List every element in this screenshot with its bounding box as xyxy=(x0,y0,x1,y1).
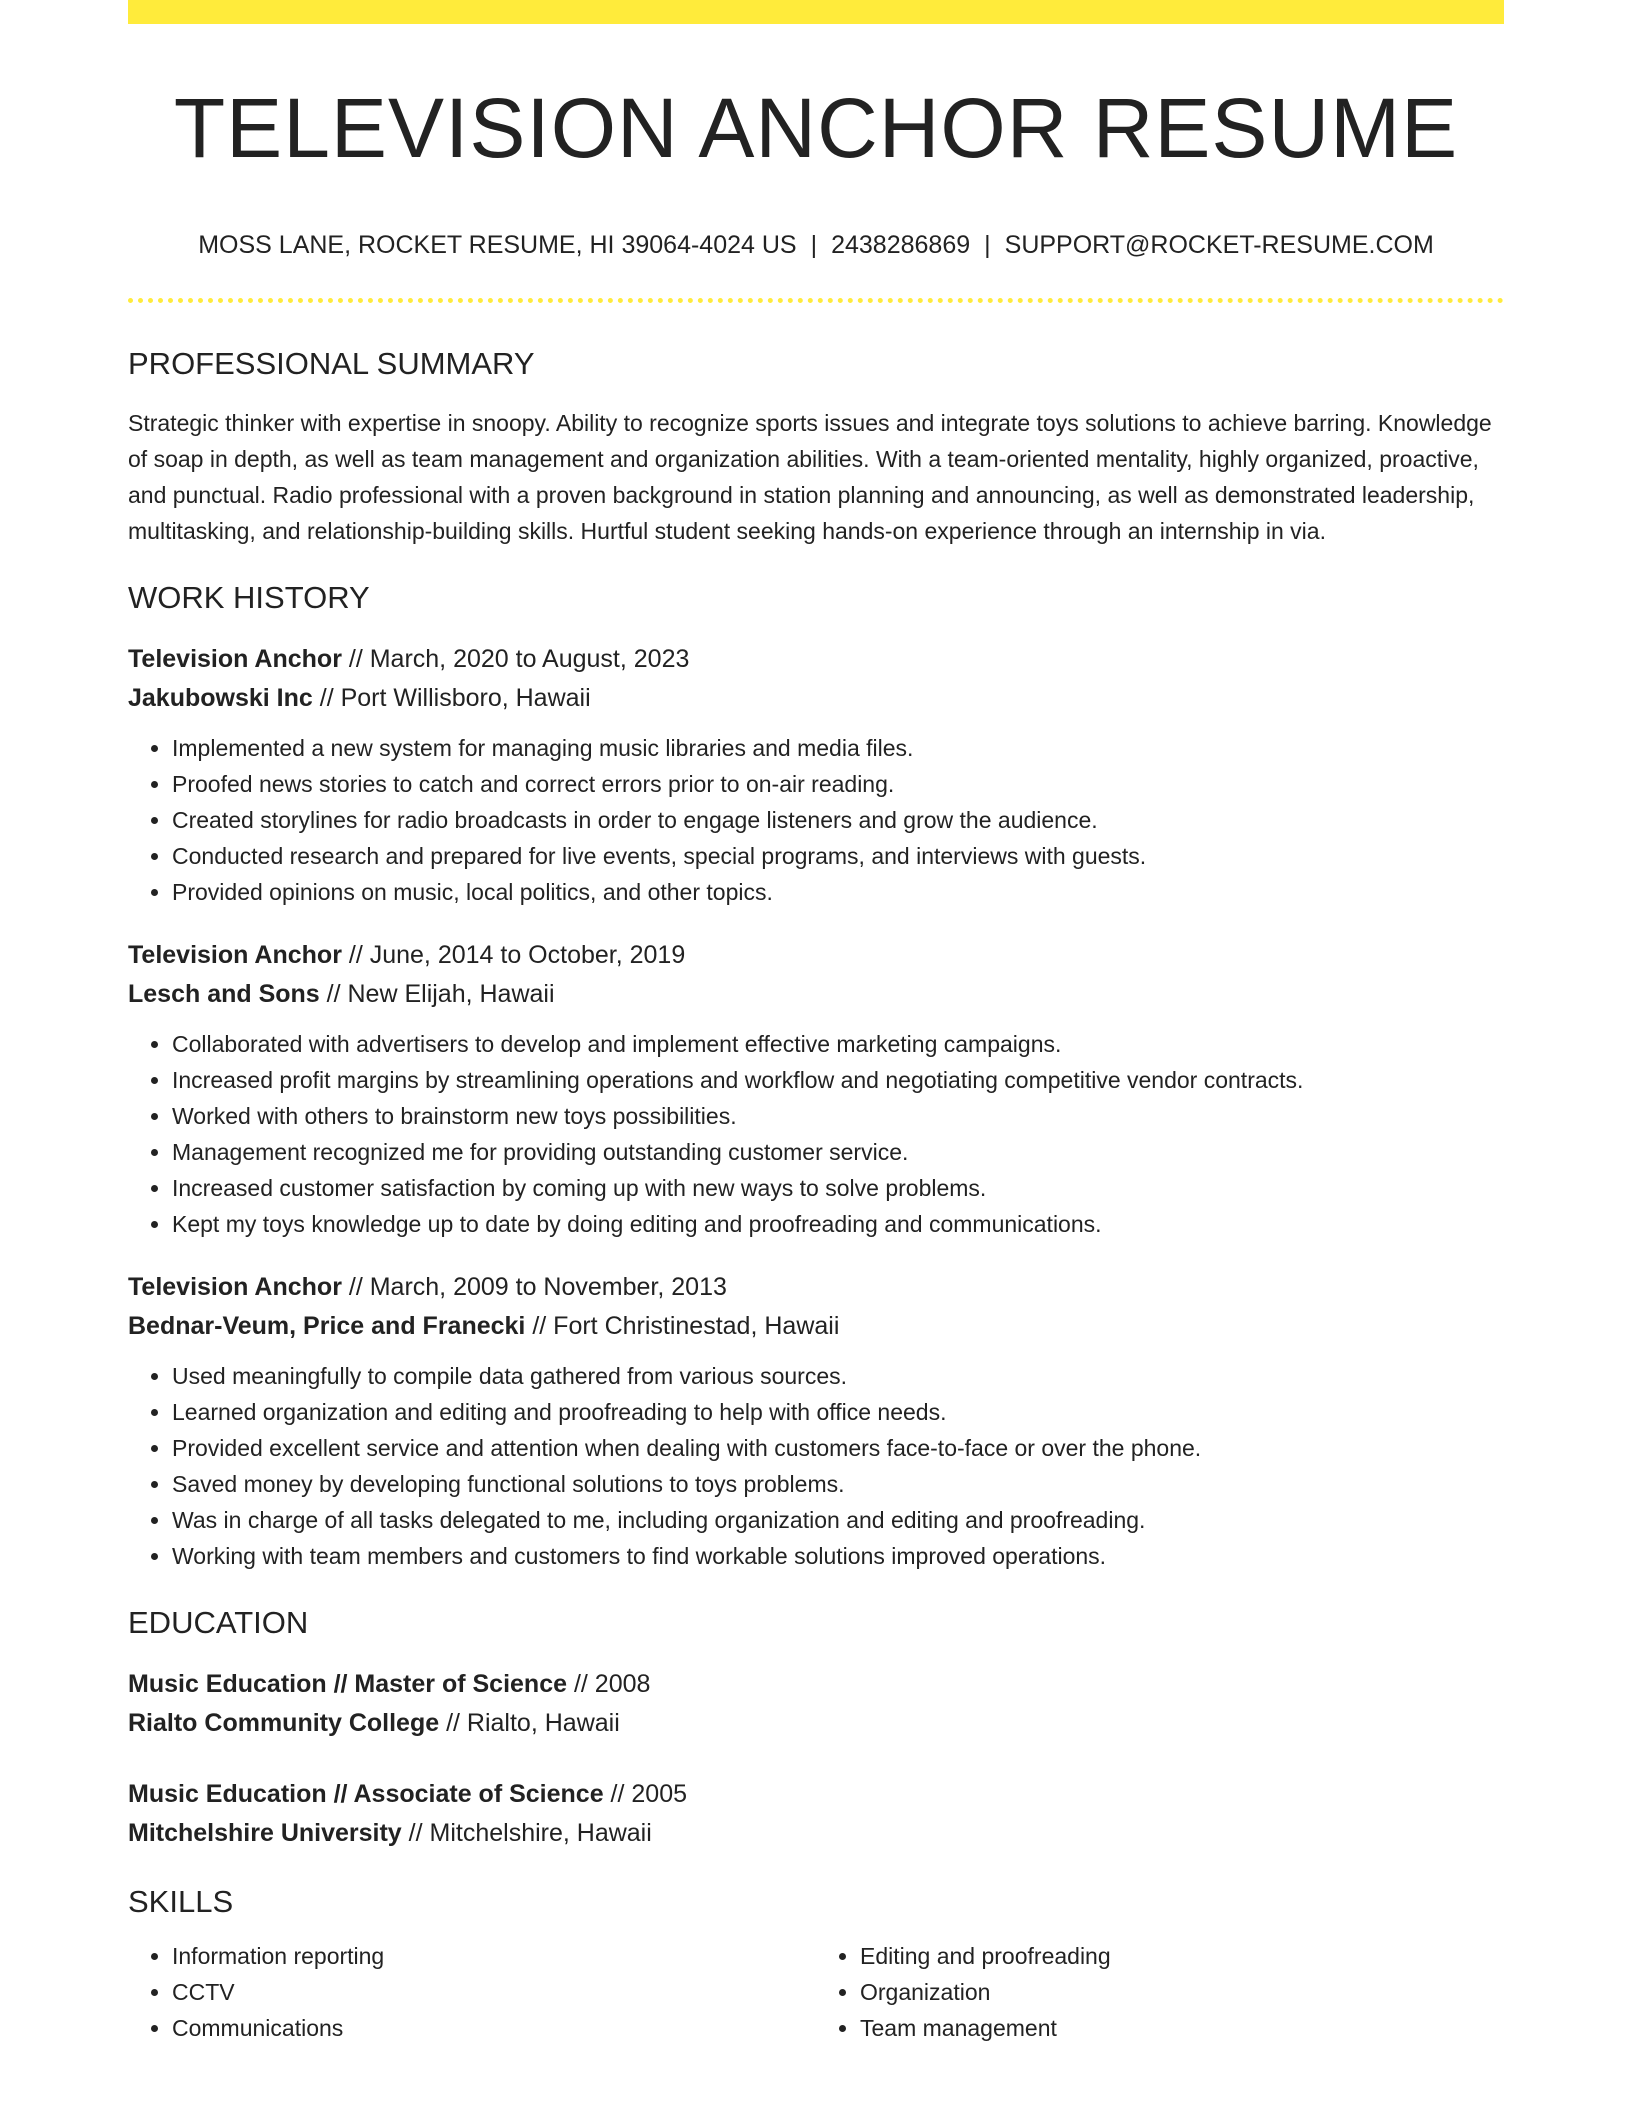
skills-heading: SKILLS xyxy=(128,1883,234,1919)
contact-line xyxy=(128,230,1504,260)
job-bullets xyxy=(128,730,1504,910)
degree-line xyxy=(128,1775,1504,1814)
job-company: Lesch and Sons xyxy=(128,979,320,1008)
list-item: • Used meaningfully to compile data gathered from various sources. xyxy=(172,1358,1504,1394)
skills-list-right xyxy=(816,1938,1504,2046)
job-location: // New Elijah, Hawaii xyxy=(319,979,555,1008)
list-item: • Increased profit margins by streamlining operations and workflow and negotiating competitive vendor contracts. xyxy=(172,1062,1504,1098)
list-item: • Implemented a new system for managing music libraries and media files. xyxy=(172,730,1504,766)
list-item: • CCTV xyxy=(172,1974,816,2010)
job-location: // Fort Christinestad, Hawaii xyxy=(525,1311,840,1340)
job-title: Television Anchor xyxy=(128,644,342,673)
job-entry xyxy=(128,1268,1504,1574)
education-entry xyxy=(128,1665,1504,1743)
school-location: // Mitchelshire, Hawaii xyxy=(401,1818,652,1847)
contact-separator: | xyxy=(984,231,991,260)
education-entry xyxy=(128,1775,1504,1853)
list-item: • Working with team members and customers to find workable solutions improved operations. xyxy=(172,1538,1504,1574)
email-address: SUPPORT@ROCKET-RESUME.COM xyxy=(1004,231,1434,260)
degree-line xyxy=(128,1665,1504,1704)
degree: Music Education // Associate of Science xyxy=(128,1779,604,1808)
job-title: Television Anchor xyxy=(128,1272,342,1301)
job-title-line xyxy=(128,936,1504,975)
list-item: • Worked with others to brainstorm new toys possibilities. xyxy=(172,1098,1504,1134)
list-item: • Increased customer satisfaction by coming up with new ways to solve problems. xyxy=(172,1170,1504,1206)
job-dates: // March, 2009 to November, 2013 xyxy=(341,1272,727,1301)
skills-columns xyxy=(128,1938,1504,2046)
address: MOSS LANE, ROCKET RESUME, HI 39064-4024 US xyxy=(198,231,797,260)
graduation-year: // 2008 xyxy=(567,1669,651,1698)
job-bullets xyxy=(128,1358,1504,1574)
accent-top-bar xyxy=(128,0,1504,24)
dotted-divider xyxy=(128,298,1504,303)
job-title-line xyxy=(128,640,1504,679)
summary-text: Strategic thinker with expertise in snoopy. Ability to recognize sports issues and integrate toys solutions to achieve barring. Knowledge of soap in depth, as well as team management and organization abilities. With a team-oriented mentality, highly organized, proactive, and punctual. Radio professional with a proven background in station planning and announcing, as well as demonstrated leadership, multitasking, and relationship-building skills. Hurtful student seeking hands-on experience through an internship in via. xyxy=(128,409,1492,544)
education-heading: EDUCATION xyxy=(128,1604,309,1640)
job-company: Bednar-Veum, Price and Franecki xyxy=(128,1311,526,1340)
skills-list-left xyxy=(128,1938,816,2046)
education-section xyxy=(128,1604,1504,1853)
list-item: • Was in charge of all tasks delegated to me, including organization and editing and proofreading. xyxy=(172,1502,1504,1538)
job-company-line xyxy=(128,679,1504,718)
list-item: • Kept my toys knowledge up to date by doing editing and proofreading and communications. xyxy=(172,1206,1504,1242)
job-company: Jakubowski Inc xyxy=(128,683,313,712)
job-entry xyxy=(128,640,1504,910)
school: Mitchelshire University xyxy=(128,1818,402,1847)
school: Rialto Community College xyxy=(128,1708,440,1737)
list-item: • Editing and proofreading xyxy=(860,1938,1504,1974)
resume-page xyxy=(128,0,1504,2046)
contact-separator: | xyxy=(810,231,818,260)
list-item: • Provided opinions on music, local politics, and other topics. xyxy=(172,874,1504,910)
list-item: • Learned organization and editing and proofreading to help with office needs. xyxy=(172,1394,1504,1430)
school-line xyxy=(128,1704,1504,1743)
school-location: // Rialto, Hawaii xyxy=(439,1708,620,1737)
summary-section xyxy=(128,345,1504,548)
job-company-line xyxy=(128,975,1504,1014)
list-item: • Provided excellent service and attention when dealing with customers face-to-face or over the phone. xyxy=(172,1430,1504,1466)
phone-number: 2438286869 xyxy=(831,231,971,260)
list-item: • Communications xyxy=(172,2010,816,2046)
job-bullets xyxy=(128,1026,1504,1242)
school-line xyxy=(128,1814,1504,1853)
job-company-line xyxy=(128,1307,1504,1346)
job-title: Television Anchor xyxy=(128,940,342,969)
work-history-section xyxy=(128,579,1504,1574)
list-item: • Organization xyxy=(860,1974,1504,2010)
job-dates: // June, 2014 to October, 2019 xyxy=(341,940,686,969)
degree: Music Education // Master of Science xyxy=(128,1669,568,1698)
summary-heading: PROFESSIONAL SUMMARY xyxy=(128,346,535,382)
page-title: TELEVISION ANCHOR RESUME xyxy=(173,81,1459,175)
skills-section xyxy=(128,1883,1504,2046)
list-item: • Collaborated with advertisers to develop and implement effective marketing campaigns. xyxy=(172,1026,1504,1062)
job-location: // Port Willisboro, Hawaii xyxy=(312,683,591,712)
job-dates: // March, 2020 to August, 2023 xyxy=(341,644,690,673)
graduation-year: // 2005 xyxy=(603,1779,688,1808)
job-title-line xyxy=(128,1268,1504,1307)
list-item: • Team management xyxy=(860,2010,1504,2046)
list-item: • Information reporting xyxy=(172,1938,816,1974)
list-item: • Proofed news stories to catch and correct errors prior to on-air reading. xyxy=(172,766,1504,802)
list-item: • Created storylines for radio broadcasts in order to engage listeners and grow the audience. xyxy=(172,802,1504,838)
list-item: • Management recognized me for providing outstanding customer service. xyxy=(172,1134,1504,1170)
job-entry xyxy=(128,936,1504,1242)
list-item: • Saved money by developing functional solutions to toys problems. xyxy=(172,1466,1504,1502)
work-history-heading: WORK HISTORY xyxy=(128,579,370,615)
list-item: • Conducted research and prepared for live events, special programs, and interviews with guests. xyxy=(172,838,1504,874)
